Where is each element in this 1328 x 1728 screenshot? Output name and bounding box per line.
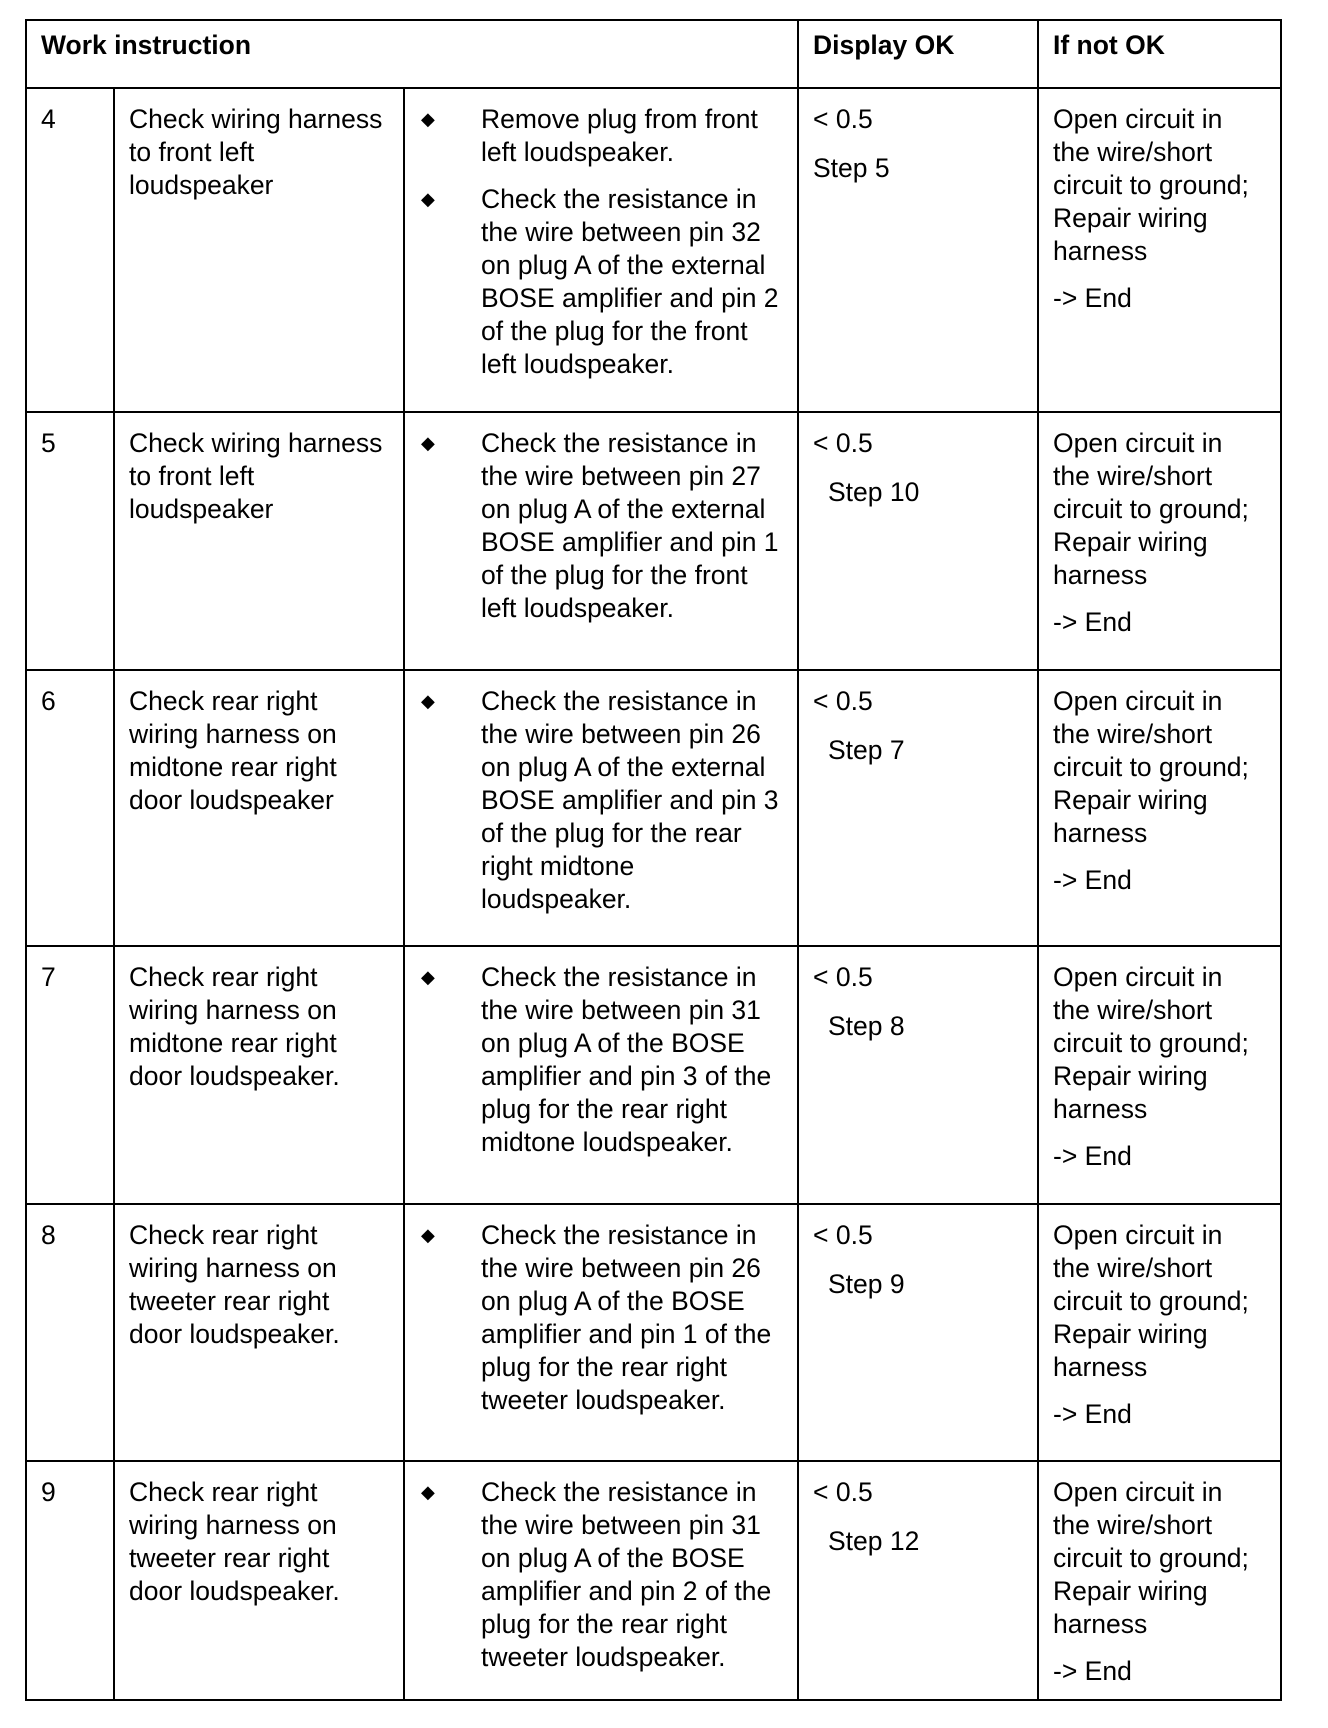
display-limit: < 0.5: [813, 1220, 873, 1250]
if-not-ok-cell: [1038, 412, 1281, 670]
display-limit: < 0.5: [813, 962, 873, 992]
bullet-icon: ◆: [421, 967, 435, 987]
next-step: Step 8: [828, 1011, 905, 1041]
step-title: Check rear right wiring harness on tweeter rear right door loudspeaker.: [114, 1204, 404, 1461]
instruction-bullet: ◆ Check the resistance in the wire between pin 26 on plug A of the external BOSE amplifier and pin 3 of the plug for the rear right midtone loudspeaker.: [405, 685, 787, 916]
step-instructions: [404, 670, 798, 946]
bullet-icon: ◆: [421, 109, 435, 129]
step-title: Check rear right wiring harness on tweeter rear right door loudspeaker.: [114, 1461, 404, 1700]
fault-description: Open circuit in the wire/short circuit to ground; Repair wiring harness: [1053, 686, 1249, 848]
bullet-icon: ◆: [421, 433, 435, 453]
next-step: Step 12: [828, 1526, 920, 1556]
bullet-icon: ◆: [421, 189, 435, 209]
end-marker: -> End: [1053, 865, 1132, 895]
header-if-not-ok: If not OK: [1038, 20, 1281, 88]
end-marker: -> End: [1053, 1656, 1132, 1686]
if-not-ok-cell: [1038, 1204, 1281, 1461]
display-limit: < 0.5: [813, 428, 873, 458]
end-marker: -> End: [1053, 283, 1132, 313]
step-title: Check rear right wiring harness on midtone rear right door loudspeaker: [114, 670, 404, 946]
fault-description: Open circuit in the wire/short circuit to ground; Repair wiring harness: [1053, 1477, 1249, 1639]
next-step: Step 7: [828, 735, 905, 765]
display-ok-cell: [798, 88, 1038, 412]
instruction-bullet: ◆ Check the resistance in the wire between pin 26 on plug A of the BOSE amplifier and pin 1 of the plug for the rear right tweeter loudspeaker.: [405, 1219, 787, 1417]
table-row: [26, 946, 1281, 1204]
header-work-instruction: Work instruction: [26, 20, 798, 88]
fault-description: Open circuit in the wire/short circuit to ground; Repair wiring harness: [1053, 962, 1249, 1124]
display-ok-cell: [798, 1461, 1038, 1700]
fault-description: Open circuit in the wire/short circuit to ground; Repair wiring harness: [1053, 104, 1249, 266]
display-limit: < 0.5: [813, 686, 873, 716]
step-title: Check rear right wiring harness on midtone rear right door loudspeaker.: [114, 946, 404, 1204]
end-marker: -> End: [1053, 607, 1132, 637]
step-instructions: [404, 1204, 798, 1461]
step-number: 8: [26, 1204, 114, 1461]
instruction-bullet: ◆ Check the resistance in the wire between pin 32 on plug A of the external BOSE amplifier and pin 2 of the plug for the front left loudspeaker.: [405, 183, 787, 381]
display-ok-cell: [798, 946, 1038, 1204]
instruction-bullet: ◆ Remove plug from front left loudspeaker.: [405, 103, 787, 169]
next-step: Step 9: [828, 1269, 905, 1299]
step-instructions: [404, 88, 798, 412]
next-step: Step 5: [813, 153, 890, 183]
step-instructions: [404, 1461, 798, 1700]
step-number: 9: [26, 1461, 114, 1700]
if-not-ok-cell: [1038, 1461, 1281, 1700]
step-number: 6: [26, 670, 114, 946]
step-number: 4: [26, 88, 114, 412]
fault-description: Open circuit in the wire/short circuit to ground; Repair wiring harness: [1053, 428, 1249, 590]
display-ok-cell: [798, 670, 1038, 946]
table-row: [26, 1461, 1281, 1700]
display-ok-cell: [798, 1204, 1038, 1461]
table-row: [26, 88, 1281, 412]
step-number: 7: [26, 946, 114, 1204]
table-row: [26, 670, 1281, 946]
bullet-icon: ◆: [421, 1482, 435, 1502]
display-limit: < 0.5: [813, 104, 873, 134]
if-not-ok-cell: [1038, 88, 1281, 412]
instruction-bullet: ◆ Check the resistance in the wire between pin 31 on plug A of the BOSE amplifier and pin 3 of the plug for the rear right midtone loudspeaker.: [405, 961, 787, 1159]
display-ok-cell: [798, 412, 1038, 670]
table-row: [26, 1204, 1281, 1461]
end-marker: -> End: [1053, 1399, 1132, 1429]
if-not-ok-cell: [1038, 946, 1281, 1204]
header-display-ok: Display OK: [798, 20, 1038, 88]
table-header-row: [26, 20, 1281, 88]
step-instructions: [404, 946, 798, 1204]
step-title: Check wiring harness to front left loudspeaker: [114, 412, 404, 670]
step-number: 5: [26, 412, 114, 670]
bullet-icon: ◆: [421, 691, 435, 711]
display-limit: < 0.5: [813, 1477, 873, 1507]
bullet-icon: ◆: [421, 1225, 435, 1245]
instruction-bullet: ◆ Check the resistance in the wire between pin 31 on plug A of the BOSE amplifier and pin 2 of the plug for the rear right tweeter loudspeaker.: [405, 1476, 787, 1674]
if-not-ok-cell: [1038, 670, 1281, 946]
next-step: Step 10: [828, 477, 920, 507]
work-instruction-table: [25, 19, 1282, 1701]
step-title: Check wiring harness to front left loudspeaker: [114, 88, 404, 412]
fault-description: Open circuit in the wire/short circuit to ground; Repair wiring harness: [1053, 1220, 1249, 1382]
end-marker: -> End: [1053, 1141, 1132, 1171]
instruction-bullet: ◆ Check the resistance in the wire between pin 27 on plug A of the external BOSE amplifier and pin 1 of the plug for the front left loudspeaker.: [405, 427, 787, 625]
step-instructions: [404, 412, 798, 670]
table-row: [26, 412, 1281, 670]
